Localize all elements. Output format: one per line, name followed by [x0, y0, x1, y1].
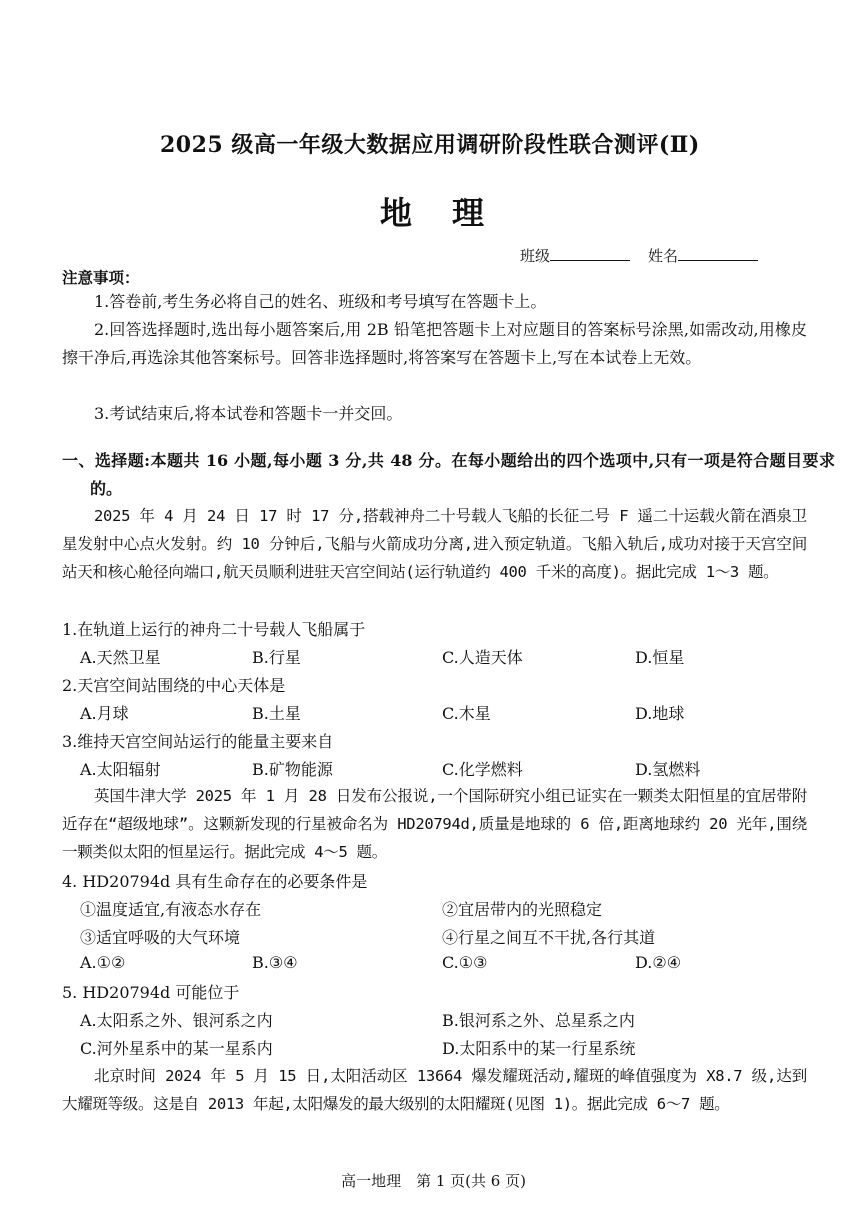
subject-title: 地理 — [380, 194, 525, 232]
q5-option-d: D.太阳系中的某一行星系统 — [442, 1039, 636, 1058]
question-1-stem: 1.在轨道上运行的神舟二十号载人飞船属于 — [62, 620, 366, 639]
q2-option-d: D.地球 — [635, 704, 685, 723]
q4-option-c: C.①③ — [442, 953, 488, 972]
q4-statement-2: ②宜居带内的光照稳定 — [442, 900, 603, 919]
class-blank — [550, 246, 630, 261]
q1-option-a: A.天然卫星 — [80, 648, 161, 667]
q4-option-a: A.①② — [80, 953, 126, 972]
q4-statement-4: ④行星之间互不干扰,各行其道 — [442, 928, 656, 947]
passage-2: 英国牛津大学 2025 年 1 月 28 日发布公报说,一个国际研究小组已证实在一颗类太阳恒星的宜居带附近存在“超级地球”。这颗新发现的行星被命名为 HD20794d,质量是地球的 6 倍,距离地球约 20 光年,围绕一颗类似太阳的恒星运行。据此完成 4～5 题。 — [62, 787, 807, 861]
section-heading: 一、选择题:本题共 16 小题,每小题 3 分,共 48 分。在每小题给出的四个选项中,只有一项是符合题目要求的。 — [62, 451, 835, 498]
notice-item-1: 1.答卷前,考生务必将自己的姓名、班级和考号填写在答题卡上。 — [94, 292, 547, 311]
q4-statement-3: ③适宜呼吸的大气环境 — [80, 928, 241, 947]
question-3-stem: 3.维持天宫空间站运行的能量主要来自 — [62, 732, 334, 751]
q3-option-b: B.矿物能源 — [252, 760, 333, 779]
notice-heading: 注意事项： — [62, 268, 140, 287]
q5-option-a: A.太阳系之外、银河系之内 — [80, 1011, 273, 1030]
question-2-stem: 2.天宫空间站围绕的中心天体是 — [62, 676, 286, 695]
page-footer: 高一地理 第 1 页(共 6 页) — [341, 1172, 526, 1190]
q2-option-a: A.月球 — [80, 704, 129, 723]
q4-option-d: D.②④ — [635, 953, 682, 972]
q3-option-c: C.化学燃料 — [442, 760, 523, 779]
q2-option-c: C.木星 — [442, 704, 491, 723]
q2-option-b: B.土星 — [252, 704, 301, 723]
passage-1: 2025 年 4 月 24 日 17 时 17 分,搭载神舟二十号载人飞船的长征二号 F 遥二十运载火箭在酒泉卫星发射中心点火发射。约 10 分钟后,飞船与火箭成功分离,进入预定轨道。飞船入轨后,成功对接于天宫空间站天和核心舱径向端口,航天员顺利进驻天宫空间站(运行轨道约 400 千米的高度)。据此完成 1～3 题。 — [62, 507, 807, 581]
notice-item-3: 3.考试结束后,将本试卷和答题卡一并交回。 — [94, 404, 403, 423]
student-info-line — [520, 245, 776, 266]
q5-option-b: B.银河系之外、总星系之内 — [442, 1011, 635, 1030]
q4-option-b: B.③④ — [252, 953, 298, 972]
q1-option-c: C.人造天体 — [442, 648, 523, 667]
passage-3: 北京时间 2024 年 5 月 15 日,太阳活动区 13664 爆发耀斑活动,耀斑的峰值强度为 X8.7 级,达到大耀斑等级。这是自 2013 年起,太阳爆发的最大级别的太阳耀斑(见图 1)。据此完成 6～7 题。 — [62, 1067, 807, 1113]
q1-option-d: D.恒星 — [635, 648, 685, 667]
q5-option-c: C.河外星系中的某一星系内 — [80, 1039, 273, 1058]
q4-statement-1: ①温度适宜,有液态水存在 — [80, 900, 262, 919]
class-label: 班级 — [520, 247, 551, 265]
name-label: 姓名 — [648, 247, 679, 265]
q1-option-b: B.行星 — [252, 648, 301, 667]
question-4-stem: 4. HD20794d 具有生命存在的必要条件是 — [62, 872, 368, 891]
name-blank — [678, 246, 758, 261]
notice-item-2: 2.回答选择题时,选出每小题答案后,用 2B 铅笔把答题卡上对应题目的答案标号涂黑,如需改动,用橡皮擦干净后,再选涂其他答案标号。回答非选择题时,将答案写在答题卡上,写在本试卷上无效。 — [62, 320, 807, 367]
q3-option-a: A.太阳辐射 — [80, 760, 161, 779]
q3-option-d: D.氢燃料 — [635, 760, 701, 779]
question-5-stem: 5. HD20794d 可能位于 — [62, 983, 240, 1002]
exam-title: 2025 级高一年级大数据应用调研阶段性联合测评(Ⅱ) — [160, 132, 700, 158]
